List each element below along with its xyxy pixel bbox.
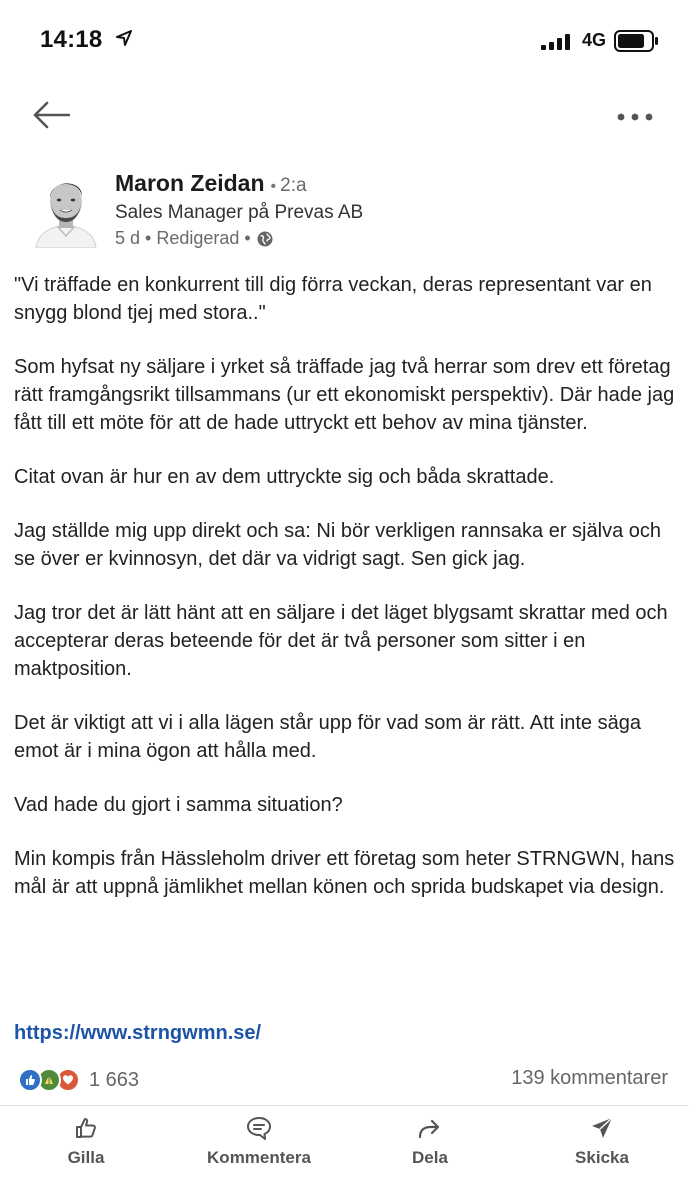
status-time: 14:18 [40, 26, 103, 53]
post-paragraph: "Vi träffade en konkurrent till dig förra veckan, deras representant var en snygg blond tjej med stora.." [14, 274, 652, 324]
author-name[interactable]: Maron Zeidan [115, 170, 265, 196]
post-body [14, 271, 680, 927]
share-label: Dela [412, 1148, 448, 1167]
connection-degree: 2:a [280, 175, 307, 196]
post-header [0, 160, 689, 260]
globe-icon [257, 231, 273, 247]
paper-plane-icon [590, 1110, 614, 1140]
like-label: Gilla [67, 1148, 105, 1167]
nav-bar [0, 84, 689, 154]
post-meta [115, 228, 273, 249]
speech-bubble-icon [246, 1110, 272, 1140]
author-headline: Sales Manager på Prevas AB [115, 202, 364, 223]
post-paragraph: Det är viktigt att vi i alla lägen står upp för vad som är rätt. Att inte säga emot är i mina ögon att hålla med. [14, 712, 641, 762]
separator-dot: • [270, 178, 277, 195]
network-type: 4G [582, 30, 607, 50]
post-paragraph: Citat ovan är hur en av dem uttryckte sig och båda skrattade. [14, 466, 555, 488]
post-paragraph: Som hyfsat ny säljare i yrket så träffade jag två herrar som drev ett företag rätt framgångsrikt tillsammans (ur ett ekonomiskt perspektiv). Där hade jag fått till ett möte för att de hade uttryckt ett behov av mina tjänster. [14, 356, 675, 434]
post-paragraph: Min kompis från Hässleholm driver ett företag som heter STRNGWN, hans mål är att uppnå jämlikhet mellan könen och sprida budskapet via design. [14, 848, 675, 898]
action-bar [0, 1110, 689, 1180]
location-arrow-icon [116, 30, 132, 51]
arrow-left-icon [32, 101, 70, 134]
cellular-signal-icon [541, 34, 575, 55]
more-horizontal-icon [617, 108, 653, 126]
more-options-button[interactable] [608, 102, 662, 132]
thumbs-up-icon [74, 1110, 98, 1140]
send-label: Skicka [575, 1148, 629, 1167]
like-button[interactable] [56, 1110, 116, 1176]
reactions-summary[interactable] [18, 1064, 139, 1096]
avatar[interactable] [30, 164, 102, 248]
comment-button[interactable] [186, 1110, 332, 1176]
comments-count[interactable]: 139 kommentarer [511, 1067, 668, 1089]
post-meta-text: 5 d • Redigerad • [115, 228, 251, 248]
send-button[interactable] [564, 1110, 640, 1176]
reaction-count: 1 663 [89, 1068, 140, 1091]
post-paragraph: Jag ställde mig upp direkt och sa: Ni bör verkligen rannsaka er själva och se över er kvinnosyn, det där va vidrigt sagt. Sen gick jag. [14, 520, 661, 570]
post-paragraph: Jag tror det är lätt hänt att en säljare i det läget blygsamt skrattar med och accepterar deras beteende för det är två personer som sitter i en maktposition. [14, 602, 668, 680]
post-link[interactable]: https://www.strngwmn.se/ [14, 1022, 262, 1044]
status-bar [0, 0, 689, 84]
back-button[interactable] [28, 98, 74, 136]
author-line [115, 170, 307, 197]
comment-label: Kommentera [207, 1148, 311, 1167]
cut-off-content [16, 1190, 156, 1204]
divider [0, 1105, 689, 1106]
post-paragraph: Vad hade du gjort i samma situation? [14, 794, 343, 816]
battery-icon [614, 30, 660, 57]
share-button[interactable] [400, 1110, 460, 1176]
like-reaction-icon [18, 1068, 42, 1092]
share-arrow-icon [417, 1110, 443, 1140]
